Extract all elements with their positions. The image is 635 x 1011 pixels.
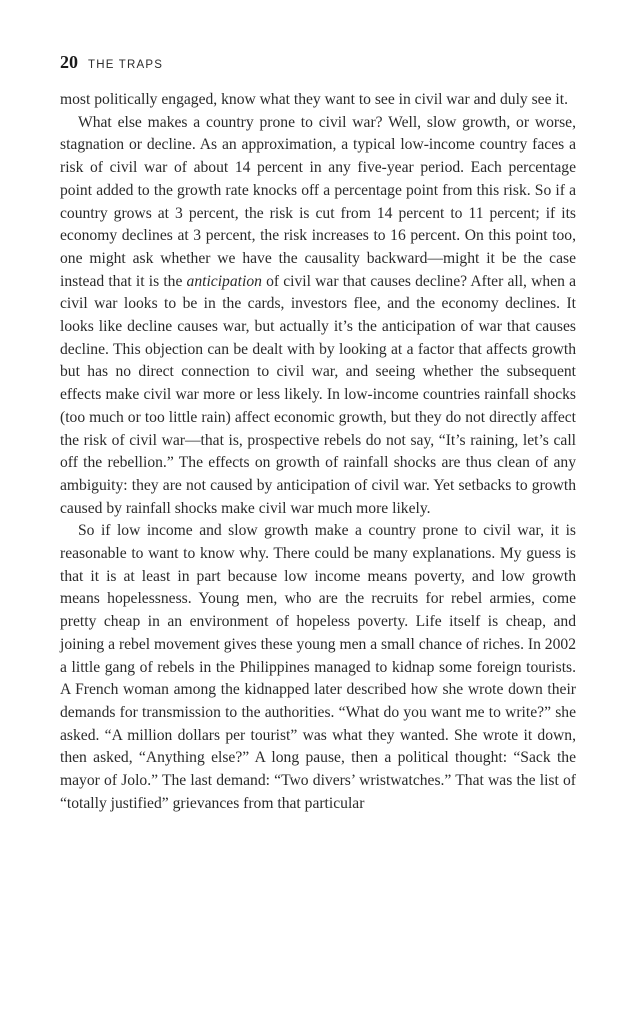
- section-title: THE TRAPS: [88, 59, 164, 71]
- body-text: [60, 89, 576, 816]
- paragraph-2: [60, 112, 576, 521]
- paragraph-2-text-a: What else makes a country prone to civil war? Well, slow growth, or worse, stagnation or decline. As an approximation, a typical low-income country faces a risk of civil war of about 14 percent in any five-year period. Each percentage point added to the growth rate knocks off a percentage point from this risk. So if a country grows at 3 percent, the risk is cut from 14 percent to 11 percent; if its economy declines at 3 percent, the risk increases to 16 percent. On this point too, one might ask whether we have the causality backward—might it be the case instead that it is the: [60, 113, 576, 290]
- paragraph-3-text: So if low income and slow growth make a country prone to civil war, it is reasonable to want to know why. There could be many explanations. My guess is that it is at least in part because low income means poverty, and low growth means hopelessness. Young men, who are the recruits for rebel armies, come pretty cheap in an environment of hopeless poverty. Life itself is cheap, and joining a rebel movement gives these young men a small chance of riches. In 2002 a little gang of rebels in the Philippines managed to kidnap some foreign tourists. A French woman among the kidnapped later described how she wrote down their demands for transmission to the authorities. “What do you want me to write?” she asked. “A million dollars per tourist” was what they wanted. She wrote it down, then asked, “Anything else?” A long pause, then a political thought: “Sack the mayor of Jolo.” The last demand: “Two divers’ wristwatches.” That was the list of “totally justified” grievances from that particular: [60, 522, 576, 812]
- page-number: 20: [60, 52, 78, 72]
- running-head: [60, 52, 576, 73]
- paragraph-3: [60, 520, 576, 815]
- book-page: [60, 52, 576, 816]
- paragraph-2-text-b: of civil war that causes decline? After all, when a civil war looks to be in the cards, investors flee, and the economy declines. It looks like decline causes war, but actually it’s the anticipation of war that causes decline. This objection can be dealt with by looking at a factor that affects growth but has no direct connection to civil war, and seeing whether the subsequent effects make civil war more or less likely. In low-income countries rainfall shocks (too much or too little rain) affect economic growth, but they do not directly affect the risk of civil war—that is, prospective rebels do not say, “It’s raining, let’s call off the rebellion.” The effects on growth of rainfall shocks are thus clean of any ambiguity: they are not caused by anticipation of civil war. Yet setbacks to growth caused by rainfall shocks make civil war much more likely.: [60, 272, 576, 517]
- paragraph-1: [60, 89, 576, 112]
- paragraph-1-text: most politically engaged, know what they want to see in civil war and duly see it.: [60, 91, 568, 108]
- paragraph-2-emphasis: anticipation: [186, 272, 262, 290]
